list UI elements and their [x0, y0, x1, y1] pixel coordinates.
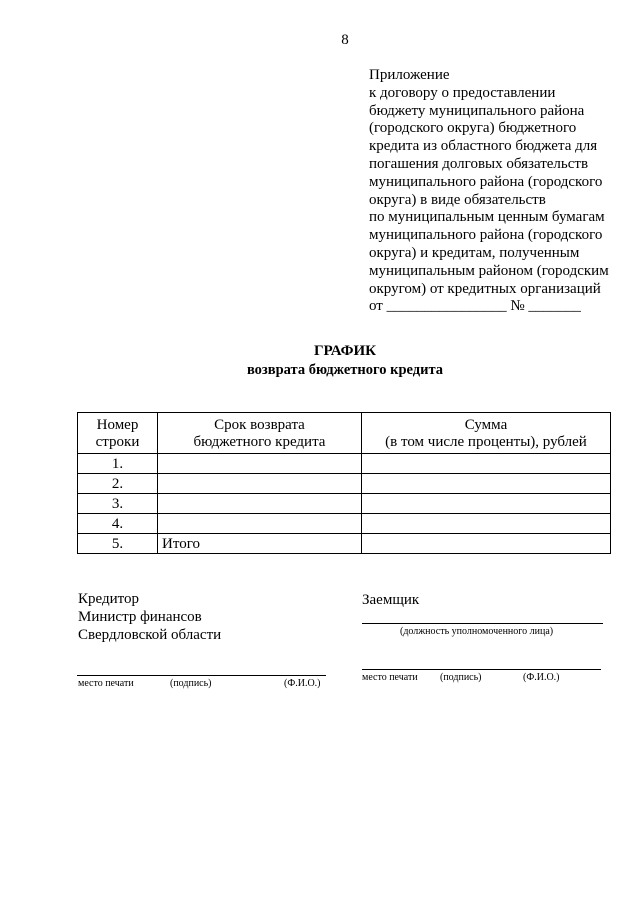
- table-row-total: [78, 534, 611, 554]
- term-cell-total: Итого: [158, 534, 362, 554]
- creditor-label: Кредитор: [78, 591, 139, 607]
- appendix-line: округа) и кредитам, полученным: [369, 244, 580, 261]
- row-number-cell: 5.: [78, 534, 158, 554]
- header-line: бюджетного кредита: [193, 434, 326, 450]
- creditor-fio-caption: (Ф.И.О.): [284, 678, 321, 689]
- page-number: 8: [341, 32, 349, 48]
- creditor-signature-line: [77, 675, 326, 676]
- header-amount: [362, 413, 611, 454]
- appendix-line: муниципального района (городского: [369, 227, 603, 244]
- header-line: Сумма: [464, 417, 508, 433]
- table-row: [78, 514, 611, 534]
- borrower-label: Заемщик: [362, 592, 420, 608]
- amount-cell: [362, 474, 611, 494]
- amount-cell: [362, 454, 611, 474]
- table-row: [78, 494, 611, 514]
- creditor-block: [78, 590, 221, 644]
- header-row-number: [78, 413, 158, 454]
- creditor-signature-caption: (подпись): [170, 678, 212, 689]
- term-cell: [158, 494, 362, 514]
- header-line: Срок возврата: [214, 417, 305, 433]
- term-cell: [158, 454, 362, 474]
- appendix-line: по муниципальным ценным бумагам: [369, 209, 605, 226]
- term-cell: [158, 514, 362, 534]
- amount-cell: [362, 514, 611, 534]
- appendix-line: (городского округа) бюджетного: [369, 120, 577, 137]
- document-subtitle: возврата бюджетного кредита: [246, 362, 444, 378]
- header-line: Номер: [96, 417, 139, 433]
- table-row: [78, 454, 611, 474]
- header-repayment-term: [158, 413, 362, 454]
- borrower-signature-caption: (подпись): [440, 672, 482, 683]
- header-line: (в том числе проценты), рублей: [385, 434, 587, 450]
- table-header-row: [78, 413, 611, 454]
- amount-cell: [362, 494, 611, 514]
- appendix-line-date-number: от ________________ № _______: [369, 298, 581, 315]
- creditor-position: Министр финансов: [78, 609, 202, 625]
- borrower-stamp-caption: место печати: [362, 672, 418, 683]
- borrower-position-line: [362, 623, 603, 624]
- borrower-fio-caption: (Ф.И.О.): [523, 672, 560, 683]
- row-number-cell: 4.: [78, 514, 158, 534]
- amount-cell: [362, 534, 611, 554]
- repayment-schedule-table: [77, 412, 611, 554]
- table-row: [78, 474, 611, 494]
- row-number-cell: 1.: [78, 454, 158, 474]
- creditor-stamp-caption: место печати: [78, 678, 134, 689]
- appendix-line: округа) в виде обязательств: [369, 191, 546, 208]
- row-number-cell: 3.: [78, 494, 158, 514]
- appendix-note: [369, 67, 634, 316]
- document-title: ГРАФИК: [313, 343, 377, 359]
- header-line: строки: [95, 434, 140, 450]
- borrower-position-caption: (должность уполномоченного лица): [400, 626, 554, 637]
- appendix-line: погашения долговых обязательств: [369, 155, 589, 172]
- borrower-signature-line: [362, 669, 601, 670]
- appendix-line: муниципальным районом (городским: [369, 262, 609, 279]
- appendix-line: бюджету муниципального района: [369, 102, 585, 119]
- appendix-line: Приложение: [369, 67, 450, 83]
- appendix-line: округом) от кредитных организаций: [369, 280, 601, 297]
- term-cell: [158, 474, 362, 494]
- appendix-line: муниципального района (городского: [369, 173, 603, 190]
- creditor-organization: Свердловской области: [78, 627, 222, 643]
- appendix-line: к договору о предоставлении: [369, 84, 556, 101]
- row-number-cell: 2.: [78, 474, 158, 494]
- appendix-line: кредита из областного бюджета для: [369, 138, 598, 155]
